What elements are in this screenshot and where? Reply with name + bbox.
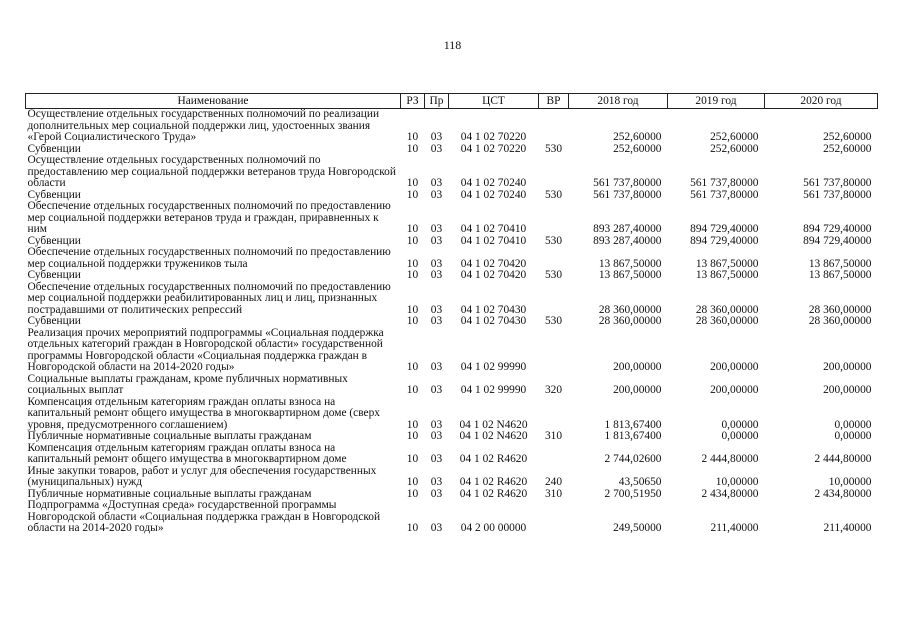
row-pr: 03 <box>430 476 443 488</box>
row-value-2020: 561 737,80000 <box>803 188 872 201</box>
table-row <box>26 155 878 190</box>
table-row <box>26 328 878 374</box>
table-body <box>26 109 878 535</box>
table-row <box>26 466 878 489</box>
row-value-2018: 893 287,40000 <box>593 234 662 247</box>
table-row <box>26 397 878 432</box>
header-2019: 2019 год <box>668 94 765 109</box>
row-rz: 10 <box>406 384 419 396</box>
row-name: Осуществление отдельных государственных полномочий по предоставлению мер социальной поддержки ветеранов труда Новгородской области <box>27 154 396 189</box>
table-row <box>26 270 878 282</box>
row-value-2019: 28 360,00000 <box>695 303 759 316</box>
row-rz: 10 <box>406 476 419 488</box>
header-2018: 2018 год <box>569 94 668 109</box>
row-cst: 04 1 02 N4620 <box>459 418 528 431</box>
row-value-2018: 28 360,00000 <box>598 303 662 316</box>
row-vr <box>539 282 569 317</box>
row-value-2020: 13 867,50000 <box>808 257 872 270</box>
row-value-2019: 252,60000 <box>710 131 759 143</box>
row-vr <box>539 201 569 236</box>
row-vr: 310 <box>544 430 563 442</box>
row-cst: 04 1 02 70220 <box>460 142 527 155</box>
row-pr: 03 <box>430 177 443 189</box>
row-name: Подпрограмма «Доступная среда» государственной программы Новгородской области «Социальная поддержка граждан в Новгородской области на 2014-2020 годы» <box>27 499 381 534</box>
row-cst: 04 1 02 70420 <box>460 269 527 281</box>
row-value-2018: 561 737,80000 <box>593 177 662 189</box>
row-vr <box>539 397 569 432</box>
row-value-2018: 2 744,02600 <box>604 453 662 465</box>
row-pr: 03 <box>430 418 443 431</box>
row-value-2019: 894 729,40000 <box>690 234 759 247</box>
row-vr: 240 <box>544 476 563 488</box>
table-row <box>26 374 878 397</box>
row-value-2019: 252,60000 <box>710 142 759 155</box>
row-cst: 04 1 02 R4620 <box>459 476 528 488</box>
page-number: 118 <box>443 38 462 52</box>
row-value-2020: 28 360,00000 <box>808 315 872 327</box>
row-cst: 04 2 00 00000 <box>460 522 527 534</box>
row-value-2020: 0,00000 <box>834 430 872 442</box>
row-vr: 320 <box>544 384 563 396</box>
row-value-2020: 0,00000 <box>834 418 872 431</box>
table-row <box>26 431 878 443</box>
row-value-2020: 28 360,00000 <box>808 303 872 316</box>
row-name: Субвенции <box>27 269 81 281</box>
row-name: Обеспечение отдельных государственных полномочий по предоставлению мер социальной поддержки реабилитированных лиц и лиц, признанных пострадавшими от политических репрессий <box>27 280 391 316</box>
row-vr <box>539 155 569 190</box>
row-name: Субвенции <box>27 142 81 155</box>
row-rz: 10 <box>406 257 419 270</box>
row-vr <box>539 500 569 535</box>
row-value-2019: 200,00000 <box>710 361 759 373</box>
row-name: Субвенции <box>27 315 81 327</box>
row-cst: 04 1 02 N4620 <box>459 430 528 442</box>
row-pr: 03 <box>430 384 443 396</box>
row-pr: 03 <box>430 315 443 327</box>
row-value-2018: 561 737,80000 <box>593 188 662 201</box>
row-value-2018: 28 360,00000 <box>598 315 662 327</box>
row-name: Компенсация отдельным категориям граждан оплаты взноса на капитальный ремонт общего имущества в многоквартирном доме <box>27 441 347 465</box>
row-value-2019: 0,00000 <box>721 430 759 442</box>
row-value-2019: 13 867,50000 <box>695 257 759 270</box>
row-pr: 03 <box>430 257 443 270</box>
row-value-2018: 249,50000 <box>613 522 662 534</box>
row-value-2018: 43,50650 <box>618 476 662 488</box>
row-value-2018: 1 813,67400 <box>604 418 662 431</box>
row-name: Субвенции <box>27 188 81 201</box>
row-value-2020: 2 434,80000 <box>814 487 872 500</box>
row-value-2019: 28 360,00000 <box>695 315 759 327</box>
row-rz: 10 <box>406 223 419 235</box>
row-cst: 04 1 02 70240 <box>460 188 527 201</box>
row-cst: 04 1 02 70410 <box>460 223 527 235</box>
row-name: Субвенции <box>27 234 81 247</box>
budget-table <box>25 93 878 535</box>
row-value-2019: 561 737,80000 <box>690 188 759 201</box>
header-rz: РЗ <box>401 94 425 109</box>
row-value-2019: 211,40000 <box>710 522 759 534</box>
row-pr: 03 <box>430 303 443 316</box>
row-value-2019: 2 444,80000 <box>701 453 759 465</box>
row-cst: 04 1 02 70420 <box>460 257 527 270</box>
table-row <box>26 282 878 317</box>
row-rz: 10 <box>406 315 419 327</box>
header-vr: ВР <box>539 94 569 109</box>
header-pr: Пр <box>425 94 449 109</box>
row-pr: 03 <box>430 453 443 465</box>
row-rz: 10 <box>406 177 419 189</box>
row-pr: 03 <box>430 188 443 201</box>
row-vr: 310 <box>544 487 563 500</box>
row-value-2020: 200,00000 <box>823 361 872 373</box>
row-value-2019: 13 867,50000 <box>695 269 759 281</box>
row-value-2020: 561 737,80000 <box>803 177 872 189</box>
header-name: Наименование <box>26 94 401 109</box>
row-rz: 10 <box>406 188 419 201</box>
row-vr: 530 <box>544 315 563 327</box>
row-name: Публичные нормативные социальные выплаты гражданам <box>27 487 312 500</box>
row-pr: 03 <box>430 234 443 247</box>
row-vr <box>539 328 569 374</box>
row-cst: 04 1 02 99990 <box>460 384 527 396</box>
row-vr <box>539 109 569 144</box>
row-value-2018: 13 867,50000 <box>598 257 662 270</box>
row-rz: 10 <box>406 453 419 465</box>
row-value-2020: 894 729,40000 <box>803 223 872 235</box>
table-header-row <box>26 94 878 109</box>
row-vr <box>539 247 569 270</box>
row-value-2020: 13 867,50000 <box>808 269 872 281</box>
row-vr: 530 <box>544 269 563 281</box>
row-cst: 04 1 02 70430 <box>460 303 527 316</box>
row-value-2019: 2 434,80000 <box>701 487 759 500</box>
row-value-2019: 0,00000 <box>721 418 759 431</box>
row-name: Социальные выплаты гражданам, кроме публичных нормативных социальных выплат <box>27 372 348 396</box>
table-row <box>26 109 878 144</box>
row-rz: 10 <box>406 131 419 143</box>
row-rz: 10 <box>406 234 419 247</box>
row-value-2020: 252,60000 <box>823 142 872 155</box>
row-rz: 10 <box>406 269 419 281</box>
row-pr: 03 <box>430 430 443 442</box>
row-rz: 10 <box>406 522 419 534</box>
row-value-2020: 200,00000 <box>823 384 872 396</box>
table-row <box>26 316 878 328</box>
row-cst: 04 1 02 70240 <box>460 177 527 189</box>
row-value-2020: 211,40000 <box>823 522 872 534</box>
table-row <box>26 500 878 535</box>
row-pr: 03 <box>430 142 443 155</box>
row-name: Обеспечение отдельных государственных полномочий по предоставлению мер социальной поддержки ветеранов труда и граждан, приравненных к ним <box>27 200 391 235</box>
header-cst: ЦСТ <box>449 94 539 109</box>
row-name: Реализация прочих мероприятий подпрограммы «Социальная поддержка отдельных категорий граждан в Новгородской области» государственной программы Новгородской области «Социальная поддержка граждан в Новгородской области на 2014-2020 годы» <box>27 326 384 373</box>
row-vr: 530 <box>544 142 563 155</box>
table-row <box>26 247 878 270</box>
row-cst: 04 1 02 70410 <box>460 234 527 247</box>
row-value-2019: 10,00000 <box>715 476 759 488</box>
row-value-2018: 13 867,50000 <box>598 269 662 281</box>
table-row <box>26 201 878 236</box>
row-value-2020: 2 444,80000 <box>814 453 872 465</box>
row-pr: 03 <box>430 522 443 534</box>
row-value-2020: 10,00000 <box>828 476 872 488</box>
row-pr: 03 <box>430 131 443 143</box>
row-cst: 04 1 02 R4620 <box>459 487 528 500</box>
row-value-2018: 2 700,51950 <box>604 487 662 500</box>
row-value-2018: 252,60000 <box>613 142 662 155</box>
row-cst: 04 1 02 70430 <box>460 315 527 327</box>
row-cst: 04 1 02 R4620 <box>459 453 528 465</box>
row-pr: 03 <box>430 269 443 281</box>
row-value-2018: 200,00000 <box>613 384 662 396</box>
header-2020: 2020 год <box>765 94 878 109</box>
row-value-2020: 252,60000 <box>823 131 872 143</box>
row-rz: 10 <box>406 361 419 373</box>
row-rz: 10 <box>406 142 419 155</box>
row-value-2020: 894 729,40000 <box>803 234 872 247</box>
row-rz: 10 <box>406 303 419 316</box>
row-name: Осуществление отдельных государственных полномочий по реализации дополнительных мер социальной поддержки лиц, удостоенных звания «Герой Социалистического Труда» <box>27 108 380 143</box>
row-rz: 10 <box>406 418 419 431</box>
row-vr: 530 <box>544 188 563 201</box>
row-name: Иные закупки товаров, работ и услуг для обеспечения государственных (муниципальных) нужд <box>27 464 377 488</box>
row-name: Обеспечение отдельных государственных полномочий по предоставлению мер социальной поддержки тружеников тыла <box>27 246 391 270</box>
row-value-2019: 894 729,40000 <box>690 223 759 235</box>
row-pr: 03 <box>430 487 443 500</box>
row-vr <box>539 443 569 466</box>
row-rz: 10 <box>406 430 419 442</box>
row-cst: 04 1 02 70220 <box>460 131 527 143</box>
row-value-2018: 252,60000 <box>613 131 662 143</box>
row-value-2019: 561 737,80000 <box>690 177 759 189</box>
row-pr: 03 <box>430 361 443 373</box>
table-row <box>26 443 878 466</box>
row-cst: 04 1 02 99990 <box>460 361 527 373</box>
row-value-2018: 200,00000 <box>613 361 662 373</box>
row-value-2018: 1 813,67400 <box>604 430 662 442</box>
row-name: Компенсация отдельным категориям граждан оплаты взноса на капитальный ремонт общего имущества в многоквартирном доме (сверх уровня, предусмотренного соглашением) <box>27 395 380 431</box>
row-vr: 530 <box>544 234 563 247</box>
row-rz: 10 <box>406 487 419 500</box>
row-value-2019: 200,00000 <box>710 384 759 396</box>
row-pr: 03 <box>430 223 443 235</box>
row-value-2018: 893 287,40000 <box>593 223 662 235</box>
row-name: Публичные нормативные социальные выплаты гражданам <box>27 430 312 442</box>
